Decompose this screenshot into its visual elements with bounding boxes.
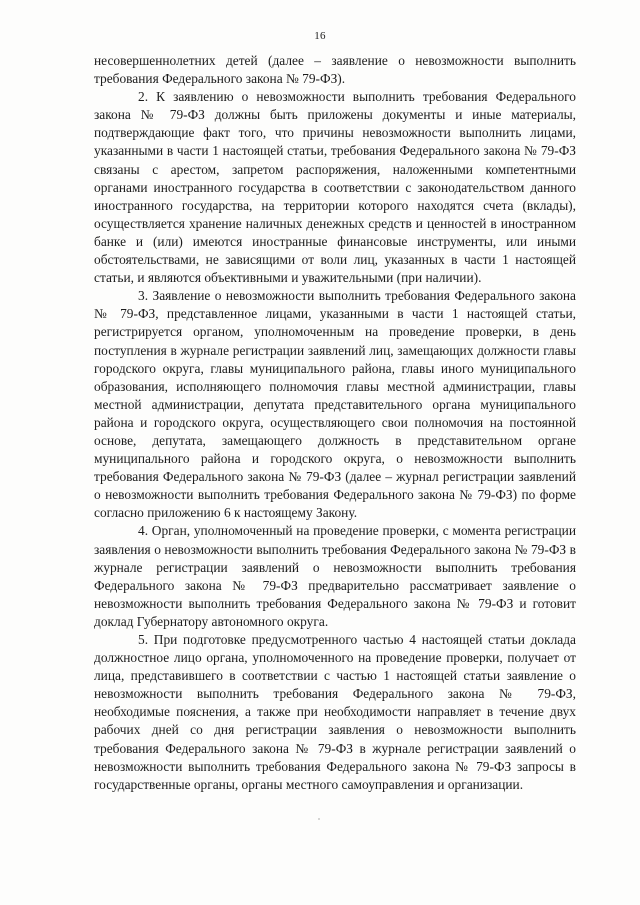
paragraph-2: 2. К заявлению о невозможности выполнить требования Федерального закона № 79-ФЗ должны быть приложены документы и иные материалы, подтверждающие факт того, что причины невозможности выполнить лицами, указанными в части 1 настоящей статьи, требования Федерального закона № 79-ФЗ связаны с арестом, запретом распоряжения, наложенными компетентными органами иностранного государства в соответствии с законодательством данного иностранного государства, на территории которого находятся счета (вклады), осуществляется хранение наличных денежных средств и ценностей в иностранном банке и (или) имеются иностранные финансовые инструменты, или иными обстоятельствами, не зависящими от воли лиц, указанных в части 1 настоящей статьи, и являются объективными и уважительными (при наличии). — [94, 89, 576, 286]
paragraph-3: 3. Заявление о невозможности выполнить требования Федерального закона № 79-ФЗ, представленное лицами, указанными в части 1 настоящей статьи, регистрируется органом, уполномоченным на проведение проверки, в день поступления в журнале регистрации заявлений лиц, замещающих должности главы городского округа, главы муниципального района, главы иного муниципального образования, исполняющего полномочия главы местной администрации, главы местной администрации, депутата представительного органа муниципального района и городского округа, осуществляющего свои полномочия на постоянной основе, депутата, замещающего должность в представительном органе муниципального района и городского округа, о невозможности выполнить требования Федерального закона № 79-ФЗ (далее – журнал регистрации заявлений о невозможности выполнить требования Федерального закона № 79-ФЗ) по форме согласно приложению 6 к настоящему Закону. — [94, 288, 576, 521]
scan-speck — [318, 818, 320, 820]
paragraph-4: 4. Орган, уполномоченный на проведение проверки, с момента регистрации заявления о невозможности выполнить требования Федерального закона № 79-ФЗ в журнале регистрации заявлений о невозможности выполнить требования Федерального закона № 79-ФЗ предварительно рассматривает заявление о невозможности выполнить требования Федерального закона № 79-ФЗ и готовит доклад Губернатору автономного округа. — [94, 523, 576, 629]
paragraph-5: 5. При подготовке предусмотренного частью 4 настоящей статьи доклада должностное лицо органа, уполномоченного на проведение проверки, получает от лица, представившего в соответствии с частью 1 настоящей статьи заявление о невозможности выполнить требования Федерального закона № 79-ФЗ, необходимые пояснения, а также при необходимости направляет в течение двух рабочих дней со дня регистрации заявления о невозможности выполнить требования Федерального закона № 79-ФЗ в журнале регистрации заявлений о невозможности выполнить требования Федерального закона № 79-ФЗ запросы в государственные органы, органы местного самоуправления и организации. — [94, 632, 576, 792]
paragraph-continuation: несовершеннолетних детей (далее – заявление о невозможности выполнить требования Федерального закона № 79-ФЗ). — [94, 53, 576, 87]
document-body — [94, 52, 576, 794]
page-number: 16 — [314, 30, 326, 42]
